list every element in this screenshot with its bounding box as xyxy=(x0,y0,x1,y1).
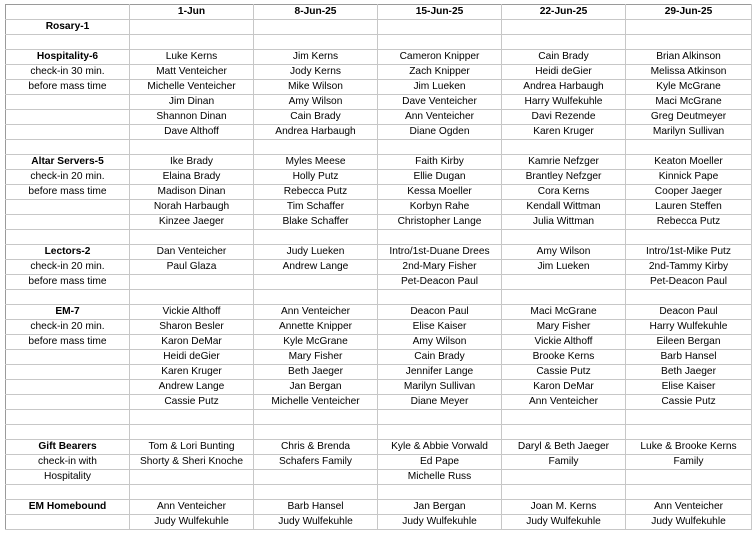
sheet-row xyxy=(6,185,752,200)
schedule-cell[interactable]: Ed Pape xyxy=(378,455,502,470)
sheet-row xyxy=(6,455,752,470)
schedule-cell[interactable]: Beth Jaeger xyxy=(254,365,378,380)
schedule-cell[interactable] xyxy=(254,275,378,290)
schedule-cell[interactable]: Tom & Lori Bunting xyxy=(130,440,254,455)
schedule-sheet xyxy=(5,4,752,530)
sheet-row xyxy=(6,485,752,500)
schedule-cell[interactable] xyxy=(254,425,378,440)
schedule-cell[interactable] xyxy=(130,410,254,425)
schedule-cell[interactable]: Andrew Lange xyxy=(254,260,378,275)
schedule-cell[interactable] xyxy=(130,290,254,305)
schedule-cell[interactable]: Intro/1st-Duane Drees xyxy=(378,245,502,260)
schedule-cell[interactable]: Jim Dinan xyxy=(130,95,254,110)
row-label-cell[interactable]: Hospitality xyxy=(6,470,130,485)
schedule-cell[interactable] xyxy=(626,140,752,155)
row-label-cell[interactable]: check-in 20 min. xyxy=(6,170,130,185)
schedule-cell[interactable]: Jim Kerns xyxy=(254,50,378,65)
schedule-cell[interactable]: Cassie Putz xyxy=(626,395,752,410)
schedule-cell[interactable]: Annette Knipper xyxy=(254,320,378,335)
schedule-cell[interactable] xyxy=(626,230,752,245)
schedule-cell[interactable]: Luke Kerns xyxy=(130,50,254,65)
sheet-row xyxy=(6,20,752,35)
schedule-cell[interactable]: Karon DeMar xyxy=(502,380,626,395)
sheet-row xyxy=(6,320,752,335)
schedule-cell[interactable]: Marilyn Sullivan xyxy=(378,380,502,395)
schedule-cell[interactable]: Judy Lueken xyxy=(254,245,378,260)
schedule-cell[interactable]: 2nd-Mary Fisher xyxy=(378,260,502,275)
schedule-cell[interactable]: Harry Wulfekuhle xyxy=(626,320,752,335)
schedule-cell[interactable]: Kessa Moeller xyxy=(378,185,502,200)
schedule-cell[interactable]: Greg Deutmeyer xyxy=(626,110,752,125)
schedule-cell[interactable]: Amy Wilson xyxy=(254,95,378,110)
row-label-cell[interactable]: check-in 20 min. xyxy=(6,260,130,275)
sheet-row xyxy=(6,395,752,410)
schedule-cell[interactable]: Mary Fisher xyxy=(502,320,626,335)
schedule-cell[interactable]: Jan Bergan xyxy=(254,380,378,395)
schedule-cell[interactable]: Jim Lueken xyxy=(502,260,626,275)
schedule-cell[interactable] xyxy=(254,230,378,245)
schedule-cell[interactable]: Sharon Besler xyxy=(130,320,254,335)
row-label-cell[interactable]: check-in 30 min. xyxy=(6,65,130,80)
schedule-cell[interactable]: Judy Wulfekuhle xyxy=(254,515,378,530)
schedule-cell[interactable]: Intro/1st-Mike Putz xyxy=(626,245,752,260)
schedule-cell[interactable]: Julia Wittman xyxy=(502,215,626,230)
schedule-cell[interactable] xyxy=(502,20,626,35)
row-label-cell[interactable]: Hospitality-6 xyxy=(6,50,130,65)
sheet-row xyxy=(6,50,752,65)
schedule-cell[interactable]: Shorty & Sheri Knoche xyxy=(130,455,254,470)
schedule-cell[interactable]: 8-Jun-25 xyxy=(254,5,378,20)
sheet-row xyxy=(6,140,752,155)
schedule-cell[interactable] xyxy=(254,20,378,35)
row-label-cell[interactable] xyxy=(6,110,130,125)
schedule-cell[interactable]: Brooke Kerns xyxy=(502,350,626,365)
schedule-cell[interactable] xyxy=(626,20,752,35)
schedule-cell[interactable] xyxy=(502,275,626,290)
schedule-cell[interactable]: Michelle Venteicher xyxy=(130,80,254,95)
schedule-cell[interactable] xyxy=(378,230,502,245)
row-label-cell[interactable]: Altar Servers-5 xyxy=(6,155,130,170)
schedule-cell[interactable]: Joan M. Kerns xyxy=(502,500,626,515)
schedule-cell[interactable]: Karen Kruger xyxy=(502,125,626,140)
schedule-cell[interactable]: Christopher Lange xyxy=(378,215,502,230)
schedule-cell[interactable] xyxy=(254,290,378,305)
schedule-cell[interactable]: Deacon Paul xyxy=(626,305,752,320)
schedule-cell[interactable]: Kamrie Nefzger xyxy=(502,155,626,170)
schedule-cell[interactable]: Rebecca Putz xyxy=(254,185,378,200)
schedule-cell[interactable]: Blake Schaffer xyxy=(254,215,378,230)
schedule-cell[interactable] xyxy=(254,485,378,500)
schedule-cell[interactable]: Diane Meyer xyxy=(378,395,502,410)
schedule-cell[interactable]: Andrew Lange xyxy=(130,380,254,395)
row-label-cell[interactable]: before mass time xyxy=(6,335,130,350)
schedule-cell[interactable]: Myles Meese xyxy=(254,155,378,170)
schedule-cell[interactable] xyxy=(130,140,254,155)
schedule-cell[interactable]: Daryl & Beth Jaeger xyxy=(502,440,626,455)
schedule-cell[interactable]: Cassie Putz xyxy=(502,365,626,380)
schedule-cell[interactable]: 22-Jun-25 xyxy=(502,5,626,20)
sheet-row xyxy=(6,410,752,425)
schedule-cell[interactable]: Judy Wulfekuhle xyxy=(130,515,254,530)
schedule-cell[interactable]: Korbyn Rahe xyxy=(378,200,502,215)
sheet-row xyxy=(6,335,752,350)
sheet-row xyxy=(6,125,752,140)
schedule-cell[interactable]: Judy Wulfekuhle xyxy=(626,515,752,530)
schedule-cell[interactable]: Kyle McGrane xyxy=(626,80,752,95)
schedule-cell[interactable]: Ann Venteicher xyxy=(502,395,626,410)
schedule-cell[interactable]: Madison Dinan xyxy=(130,185,254,200)
schedule-cell[interactable]: Ann Venteicher xyxy=(130,500,254,515)
schedule-cell[interactable] xyxy=(502,140,626,155)
row-label-cell[interactable] xyxy=(6,350,130,365)
schedule-cell[interactable]: Karon DeMar xyxy=(130,335,254,350)
schedule-cell[interactable] xyxy=(254,35,378,50)
schedule-cell[interactable] xyxy=(130,35,254,50)
schedule-cell[interactable]: Vickie Althoff xyxy=(130,305,254,320)
row-label-cell[interactable]: check-in with xyxy=(6,455,130,470)
sheet-row xyxy=(6,170,752,185)
schedule-cell[interactable]: Andrea Harbaugh xyxy=(254,125,378,140)
schedule-cell[interactable] xyxy=(626,485,752,500)
row-label-cell[interactable] xyxy=(6,5,130,20)
row-label-cell[interactable] xyxy=(6,95,130,110)
schedule-cell[interactable] xyxy=(378,410,502,425)
schedule-cell[interactable]: Maci McGrane xyxy=(626,95,752,110)
sheet-row xyxy=(6,155,752,170)
sheet-row xyxy=(6,200,752,215)
sheet-row xyxy=(6,500,752,515)
schedule-cell[interactable] xyxy=(502,470,626,485)
schedule-cell[interactable]: Marilyn Sullivan xyxy=(626,125,752,140)
schedule-cell[interactable] xyxy=(378,140,502,155)
row-label-cell[interactable] xyxy=(6,515,130,530)
row-label-cell[interactable] xyxy=(6,230,130,245)
schedule-cell[interactable]: Cain Brady xyxy=(378,350,502,365)
schedule-cell[interactable]: Brantley Nefzger xyxy=(502,170,626,185)
schedule-cell[interactable]: Dave Althoff xyxy=(130,125,254,140)
row-label-cell[interactable] xyxy=(6,140,130,155)
schedule-cell[interactable]: Pet-Deacon Paul xyxy=(378,275,502,290)
schedule-cell[interactable]: Melissa Atkinson xyxy=(626,65,752,80)
schedule-cell[interactable] xyxy=(626,425,752,440)
schedule-cell[interactable]: Kendall Wittman xyxy=(502,200,626,215)
schedule-cell[interactable]: Judy Wulfekuhle xyxy=(502,515,626,530)
schedule-cell[interactable]: Cameron Knipper xyxy=(378,50,502,65)
schedule-cell[interactable]: Harry Wulfekuhle xyxy=(502,95,626,110)
schedule-cell[interactable]: Kinzee Jaeger xyxy=(130,215,254,230)
schedule-cell[interactable]: Dave Venteicher xyxy=(378,95,502,110)
schedule-cell[interactable] xyxy=(626,35,752,50)
schedule-cell[interactable]: Beth Jaeger xyxy=(626,365,752,380)
schedule-cell[interactable] xyxy=(130,470,254,485)
sheet-row xyxy=(6,350,752,365)
schedule-cell[interactable]: Chris & Brenda xyxy=(254,440,378,455)
schedule-cell[interactable]: Cooper Jaeger xyxy=(626,185,752,200)
sheet-row xyxy=(6,365,752,380)
schedule-cell[interactable]: Faith Kirby xyxy=(378,155,502,170)
row-label-cell[interactable] xyxy=(6,200,130,215)
schedule-cell[interactable]: Zach Knipper xyxy=(378,65,502,80)
sheet-row xyxy=(6,245,752,260)
schedule-cell[interactable]: Deacon Paul xyxy=(378,305,502,320)
schedule-cell[interactable]: Cassie Putz xyxy=(130,395,254,410)
schedule-cell[interactable]: Shannon Dinan xyxy=(130,110,254,125)
schedule-cell[interactable]: Ellie Dugan xyxy=(378,170,502,185)
schedule-cell[interactable]: Ann Venteicher xyxy=(254,305,378,320)
schedule-cell[interactable]: Elise Kaiser xyxy=(626,380,752,395)
sheet-row xyxy=(6,260,752,275)
schedule-cell[interactable]: Mike Wilson xyxy=(254,80,378,95)
row-label-cell[interactable] xyxy=(6,35,130,50)
row-label-cell[interactable] xyxy=(6,380,130,395)
schedule-cell[interactable]: Luke & Brooke Kerns xyxy=(626,440,752,455)
schedule-cell[interactable]: Ann Venteicher xyxy=(378,110,502,125)
schedule-cell[interactable]: Brian Alkinson xyxy=(626,50,752,65)
schedule-cell[interactable] xyxy=(254,410,378,425)
schedule-cell[interactable] xyxy=(130,20,254,35)
schedule-cell[interactable]: Lauren Steffen xyxy=(626,200,752,215)
schedule-cell[interactable] xyxy=(502,290,626,305)
schedule-cell[interactable] xyxy=(502,230,626,245)
schedule-cell[interactable]: Jan Bergan xyxy=(378,500,502,515)
schedule-cell[interactable] xyxy=(378,290,502,305)
schedule-cell[interactable]: 1-Jun xyxy=(130,5,254,20)
schedule-cell[interactable] xyxy=(254,470,378,485)
schedule-cell[interactable]: Eileen Bergan xyxy=(626,335,752,350)
schedule-grid xyxy=(6,5,752,530)
schedule-cell[interactable] xyxy=(378,425,502,440)
schedule-cell[interactable]: 15-Jun-25 xyxy=(378,5,502,20)
row-label-cell[interactable]: Gift Bearers xyxy=(6,440,130,455)
schedule-cell[interactable] xyxy=(378,35,502,50)
schedule-cell[interactable]: Tim Schaffer xyxy=(254,200,378,215)
schedule-cell[interactable]: Jennifer Lange xyxy=(378,365,502,380)
schedule-cell[interactable]: Barb Hansel xyxy=(254,500,378,515)
schedule-cell[interactable]: Family xyxy=(626,455,752,470)
schedule-cell[interactable]: Barb Hansel xyxy=(626,350,752,365)
schedule-cell[interactable]: Davi Rezende xyxy=(502,110,626,125)
row-label-cell[interactable] xyxy=(6,365,130,380)
schedule-cell[interactable]: Norah Harbaugh xyxy=(130,200,254,215)
schedule-cell[interactable]: Jody Kerns xyxy=(254,65,378,80)
schedule-cell[interactable]: Cain Brady xyxy=(502,50,626,65)
schedule-cell[interactable] xyxy=(626,470,752,485)
sheet-row xyxy=(6,35,752,50)
schedule-cell[interactable]: Matt Venteicher xyxy=(130,65,254,80)
schedule-cell[interactable] xyxy=(502,485,626,500)
schedule-cell[interactable]: Heidi deGier xyxy=(130,350,254,365)
schedule-cell[interactable] xyxy=(502,425,626,440)
sheet-row xyxy=(6,305,752,320)
schedule-cell[interactable]: Holly Putz xyxy=(254,170,378,185)
schedule-cell[interactable] xyxy=(626,410,752,425)
schedule-cell[interactable] xyxy=(130,230,254,245)
row-label-cell[interactable]: Rosary-1 xyxy=(6,20,130,35)
row-label-cell[interactable]: EM Homebound xyxy=(6,500,130,515)
sheet-row xyxy=(6,215,752,230)
schedule-cell[interactable]: Cain Brady xyxy=(254,110,378,125)
sheet-row xyxy=(6,95,752,110)
schedule-cell[interactable]: 2nd-Tammy Kirby xyxy=(626,260,752,275)
row-label-cell[interactable]: EM-7 xyxy=(6,305,130,320)
schedule-cell[interactable]: Keaton Moeller xyxy=(626,155,752,170)
schedule-cell[interactable]: Family xyxy=(502,455,626,470)
row-label-cell[interactable]: Lectors-2 xyxy=(6,245,130,260)
row-label-cell[interactable]: before mass time xyxy=(6,80,130,95)
schedule-cell[interactable]: Pet-Deacon Paul xyxy=(626,275,752,290)
schedule-cell[interactable]: Amy Wilson xyxy=(502,245,626,260)
schedule-cell[interactable] xyxy=(130,485,254,500)
schedule-cell[interactable]: Amy Wilson xyxy=(378,335,502,350)
schedule-cell[interactable]: Kyle & Abbie Vorwald xyxy=(378,440,502,455)
schedule-cell[interactable] xyxy=(130,275,254,290)
schedule-cell[interactable] xyxy=(502,410,626,425)
schedule-cell[interactable]: Michelle Russ xyxy=(378,470,502,485)
sheet-row xyxy=(6,440,752,455)
schedule-cell[interactable]: Dan Venteicher xyxy=(130,245,254,260)
sheet-row xyxy=(6,110,752,125)
row-label-cell[interactable] xyxy=(6,395,130,410)
schedule-cell[interactable]: 29-Jun-25 xyxy=(626,5,752,20)
sheet-row xyxy=(6,470,752,485)
sheet-row xyxy=(6,65,752,80)
schedule-cell[interactable] xyxy=(378,485,502,500)
schedule-cell[interactable] xyxy=(378,20,502,35)
schedule-cell[interactable]: Michelle Venteicher xyxy=(254,395,378,410)
sheet-row xyxy=(6,425,752,440)
schedule-cell[interactable]: Cora Kerns xyxy=(502,185,626,200)
sheet-row xyxy=(6,230,752,245)
schedule-cell[interactable] xyxy=(502,35,626,50)
row-label-cell[interactable] xyxy=(6,485,130,500)
sheet-row xyxy=(6,290,752,305)
row-label-cell[interactable]: before mass time xyxy=(6,185,130,200)
schedule-cell[interactable]: Maci McGrane xyxy=(502,305,626,320)
sheet-row xyxy=(6,5,752,20)
schedule-cell[interactable]: Elise Kaiser xyxy=(378,320,502,335)
row-label-cell[interactable] xyxy=(6,290,130,305)
row-label-cell[interactable]: check-in 20 min. xyxy=(6,320,130,335)
schedule-cell[interactable]: Ike Brady xyxy=(130,155,254,170)
schedule-cell[interactable]: Elaina Brady xyxy=(130,170,254,185)
schedule-cell[interactable]: Diane Ogden xyxy=(378,125,502,140)
schedule-cell[interactable]: Mary Fisher xyxy=(254,350,378,365)
schedule-cell[interactable] xyxy=(130,425,254,440)
schedule-cell[interactable]: Vickie Althoff xyxy=(502,335,626,350)
sheet-row xyxy=(6,80,752,95)
schedule-cell[interactable] xyxy=(626,290,752,305)
schedule-cell[interactable] xyxy=(254,140,378,155)
row-label-cell[interactable] xyxy=(6,425,130,440)
schedule-cell[interactable]: Jim Lueken xyxy=(378,80,502,95)
schedule-cell[interactable]: Kyle McGrane xyxy=(254,335,378,350)
schedule-cell[interactable]: Karen Kruger xyxy=(130,365,254,380)
sheet-row xyxy=(6,275,752,290)
row-label-cell[interactable]: before mass time xyxy=(6,275,130,290)
schedule-cell[interactable]: Andrea Harbaugh xyxy=(502,80,626,95)
schedule-cell[interactable]: Judy Wulfekuhle xyxy=(378,515,502,530)
row-label-cell[interactable] xyxy=(6,215,130,230)
schedule-cell[interactable]: Heidi deGier xyxy=(502,65,626,80)
row-label-cell[interactable] xyxy=(6,125,130,140)
sheet-row xyxy=(6,515,752,530)
schedule-cell[interactable]: Paul Glaza xyxy=(130,260,254,275)
sheet-row xyxy=(6,380,752,395)
schedule-cell[interactable]: Schafers Family xyxy=(254,455,378,470)
row-label-cell[interactable] xyxy=(6,410,130,425)
schedule-cell[interactable]: Rebecca Putz xyxy=(626,215,752,230)
schedule-cell[interactable]: Kinnick Pape xyxy=(626,170,752,185)
schedule-cell[interactable]: Ann Venteicher xyxy=(626,500,752,515)
